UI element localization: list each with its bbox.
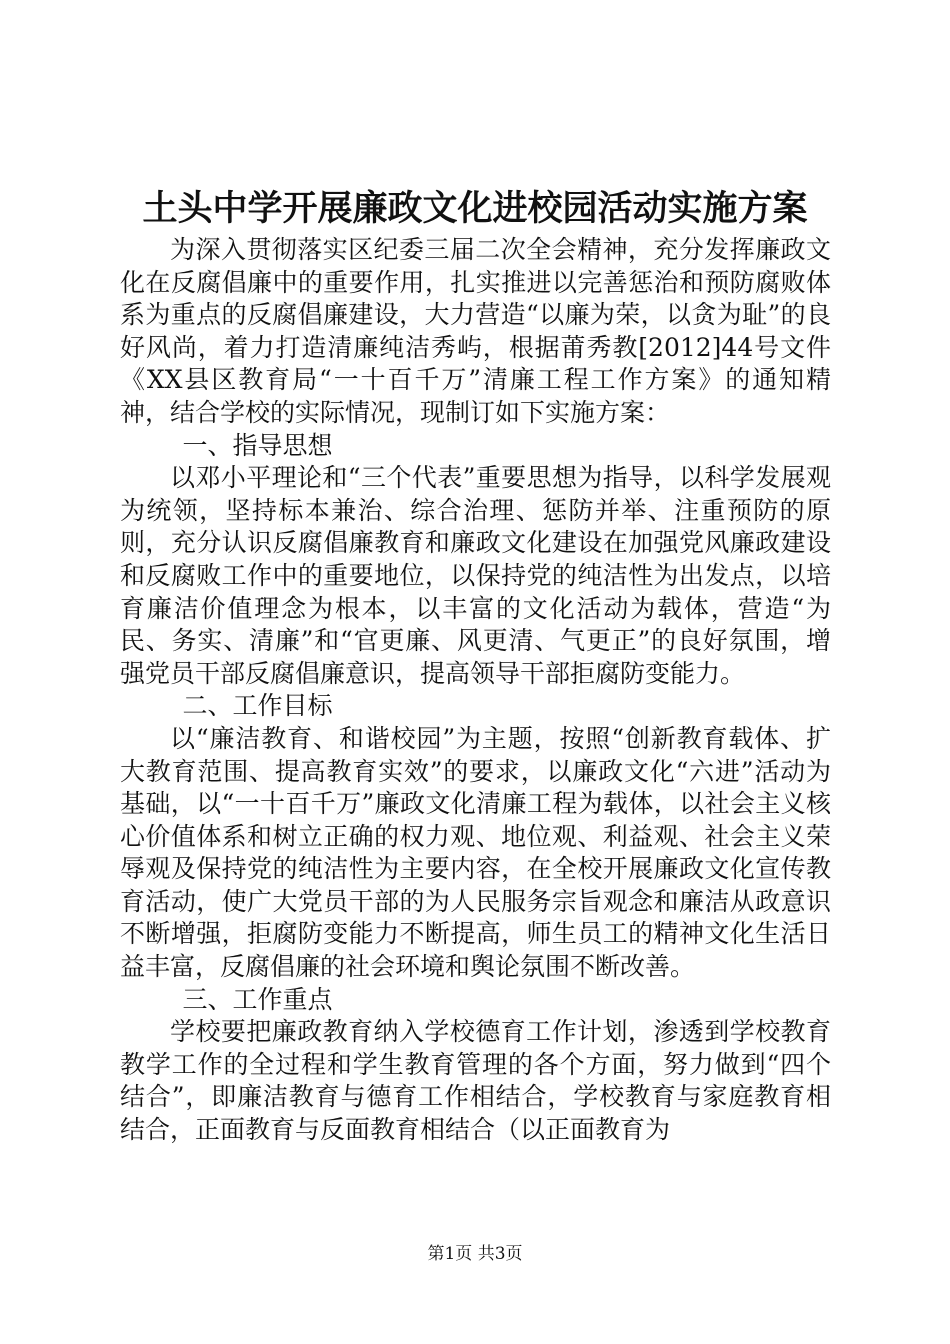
intro-paragraph: 为深入贯彻落实区纪委三届二次全会精神，充分发挥廉政文化在反腐倡廉中的重要作用，扎实推进以完善惩治和预防腐败体系为重点的反腐倡廉建设，大力营造“以廉为荣，以贪为耻”的良好风尚，着力打造清廉纯洁秀屿，根据莆秀教[2012]44号文件《XX县区教育局“一十百千万”清廉工程工作方案》的通知精神，结合学校的实际情况，现制订如下实施方案：: [120, 235, 831, 427]
section-heading-work-focus: 三、工作重点: [182, 984, 333, 1014]
section-text-work-goals: 以“廉洁教育、和谐校园”为主题，按照“创新教育载体、扩大教育范围、提高教育实效”的要求，以廉政文化“六进”活动为基础，以“一十百千万”廉政文化清廉工程为载体，以社会主义核心价值体系和树立正确的权力观、地位观、利益观、社会主义荣辱观及保持党的纯洁性为主要内容，在全校开展廉政文化宣传教育活动，使广大党员干部的为人民服务宗旨观念和廉洁从政意识不断增强，拒腐防变能力不断提高，师生员工的精神文化生活日益丰富，反腐倡廉的社会环境和舆论氛围不断改善。: [120, 723, 831, 982]
page-number-footer: 第1页 共3页: [427, 1244, 523, 1264]
section-text-guiding-ideology: 以邓小平理论和“三个代表”重要思想为指导，以科学发展观为统领，坚持标本兼治、综合治理、惩防并举、注重预防的原则，充分认识反腐倡廉教育和廉政文化建设在加强党风廉政建设和反腐败工作中的重要地位，以保持党的纯洁性为出发点，以培育廉洁价值理念为根本，以丰富的文化活动为载体，营造“为民、务实、清廉”和“官更廉、风更清、气更正”的良好氛围，增强党员干部反腐倡廉意识，提高领导干部拒腐防变能力。: [120, 463, 831, 688]
section-text-work-focus: 学校要把廉政教育纳入学校德育工作计划，渗透到学校教育教学工作的全过程和学生教育管理的各个方面，努力做到“四个结合”，即廉洁教育与德育工作相结合，学校教育与家庭教育相结合，正面教育与反面教育相结合（以正面教育为: [120, 1017, 831, 1145]
document-body: [120, 234, 831, 1147]
section-heading-work-goals: 二、工作目标: [182, 691, 333, 721]
document-title: 土头中学开展廉政文化进校园活动实施方案: [142, 188, 808, 229]
section-heading-guiding-ideology: 一、指导思想: [182, 430, 333, 460]
